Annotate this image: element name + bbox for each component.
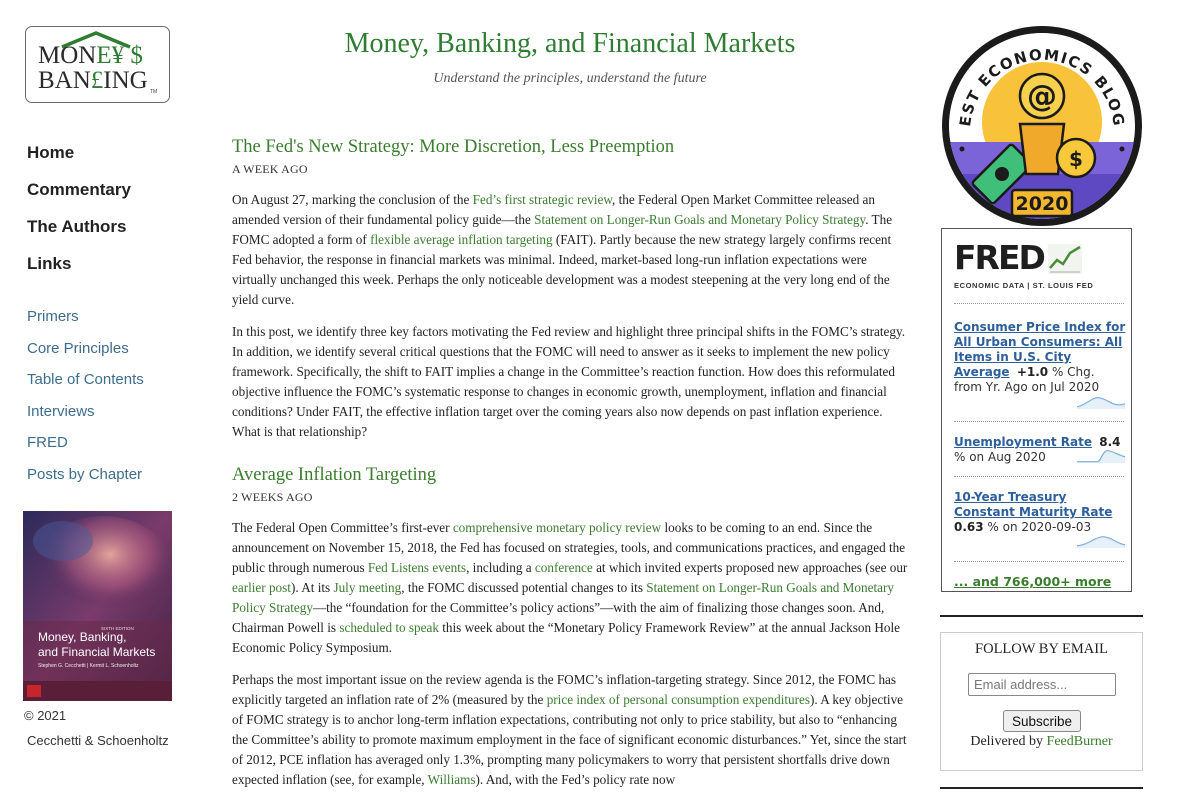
delivered-by	[941, 734, 1142, 750]
post-date: A WEEK AGO	[232, 162, 308, 176]
book-edition: SIXTH EDITION	[101, 626, 134, 631]
fred-series-desc: % Chg. from Yr. Ago on Jul 2020	[954, 365, 1100, 394]
main-nav	[27, 143, 131, 291]
fred-series-value: 0.63	[954, 520, 984, 534]
nav-interviews[interactable]: Interviews	[27, 402, 95, 420]
fred-wordmark: FRED	[954, 238, 1044, 277]
fred-widget	[941, 228, 1132, 592]
book-cover[interactable]	[23, 511, 172, 701]
nav-home[interactable]: Home	[27, 143, 75, 162]
site-logo[interactable]	[25, 26, 170, 103]
sparkline-cpi	[1077, 395, 1127, 409]
fred-series-link[interactable]: Unemployment Rate	[954, 435, 1093, 449]
book-cover-art-icon	[23, 511, 172, 701]
link-williams[interactable]: Williams	[427, 772, 476, 787]
svg-text:TM: TM	[150, 89, 158, 95]
divider	[954, 561, 1124, 562]
fred-series-link[interactable]: Consumer Price Index for All Urban Consumers: All Items in U.S. City Average	[954, 320, 1126, 379]
secondary-nav	[27, 308, 144, 497]
book-authors: Stephen G. Cecchetti | Kermit L. Schoenholtz	[38, 663, 139, 669]
book-title-line2: and Financial Markets	[38, 645, 156, 659]
link-statement-longer-run-goals-2[interactable]: Statement on Longer-Run Goals and Monetary Policy Strategy	[232, 580, 894, 615]
fred-series-treasury	[954, 490, 1126, 535]
divider	[940, 615, 1143, 617]
fred-series-cpi	[954, 320, 1126, 395]
link-statement-longer-run-goals[interactable]: Statement on Longer-Run Goals and Monetary Policy Strategy	[534, 212, 866, 227]
post-paragraph: In this post, we identify three key factors motivating the Fed review and highlight three principal shifts in the FOMC’s strategy. In addition, we identify several critical questions that the FOMC will need to answer as it seeks to implement the new policy framework. Specifically, the shift to FAIT implies a change in the Committee’s reaction function. How does this reformulated objective influence the FOMC’s systematic response to changes in economic growth, unemployment, inflation and financial conditions? Under FAIT, the effective inflation target over the coming years also now depends on past inflation experience. What is that relationship?	[232, 324, 906, 439]
link-monetary-policy-review[interactable]: comprehensive monetary policy review	[452, 520, 662, 535]
nav-table-of-contents[interactable]: Table of Contents	[27, 371, 144, 388]
svg-text:BEST ECONOMICS BLOGS: EST ECONOMICS BLOG	[956, 45, 1129, 129]
fred-subtitle: ECONOMIC DATA | ST. LOUIS FED	[954, 281, 1094, 290]
money-banking-logo-icon	[26, 27, 168, 101]
post-paragraph: The Federal Open Committee’s first-ever comprehensive monetary policy review looks to be coming to an end. Since the announcement on November 15, 2018, the Fed has focused on strategies, tools, and communications practices, and engaged the public through numerous Fed Listens events, including a conference at which invited experts proposed new approaches (see our earlier post). At its July meeting, the FOMC discussed potential changes to its Statement on Longer-Run Goals and Monetary Policy Strategy—the “foundation for the Committee’s policy actions”—with the aim of finalizing those changes soon. And, Chairman Powell is scheduled to speak this week about the “Monetary Policy Framework Review” at the annual Jackson Hole Economic Policy Symposium.	[232, 520, 908, 655]
post-list	[232, 135, 908, 794]
post-date: 2 WEEKS AGO	[232, 490, 313, 504]
link-scheduled-to-speak[interactable]: scheduled to speak	[339, 620, 439, 635]
svg-text:@: @	[1027, 79, 1057, 114]
link-earlier-post[interactable]: earlier post	[232, 580, 291, 595]
nav-commentary[interactable]: Commentary	[27, 180, 131, 199]
divider	[954, 303, 1124, 304]
svg-text:$: $	[1069, 147, 1083, 171]
post-paragraph: Perhaps the most important issue on the review agenda is the FOMC’s inflation-targeting strategy. Since 2012, the FOMC has explicitly targeted an inflation rate of 2% (measured by the price index of personal consumption expenditures). A key objective of FOMC strategy is to anchor long-term inflation expectations, contributing not only to price stability, but also to “enhancing the Committee’s ability to promote maximum employment in the face of significant economic disturbances.” Yet, since the start of 2012, PCE inflation has averaged only 1.3%, prompting many policymakers to worry that persistent shortfalls drive down expected inflation (see, for example, Williams). And, with the Fed’s policy rate now	[232, 672, 907, 787]
delivered-by-label: Delivered by	[970, 734, 1047, 749]
email-field[interactable]	[968, 673, 1116, 696]
fred-chart-icon	[1048, 244, 1082, 274]
nav-posts-by-chapter[interactable]: Posts by Chapter	[27, 465, 143, 483]
nav-fred[interactable]: FRED	[27, 434, 68, 451]
fred-logo[interactable]	[954, 239, 1093, 290]
book-title-line1: Money, Banking,	[38, 630, 127, 644]
post-paragraph: On August 27, marking the conclusion of the Fed’s first strategic review, the Federal Open Market Committee released an amended version of their fundamental policy guide—the Statement on Longer-Run Goals and Monetary Policy Strategy. The FOMC adopted a form of flexible average inflation targeting (FAIT). Partly because the new strategy largely confirms recent Fed behavior, the response in financial markets was minimal. Indeed, market-based long-run inflation expectations were virtually unchanged this week. Perhaps the only noticeable development was a modest steepening at the very long end of the yield curve.	[232, 192, 893, 307]
post-title[interactable]: Average Inflation Targeting	[232, 465, 437, 485]
divider	[954, 476, 1124, 477]
link-pce-index[interactable]: price index of personal consumption expenditures	[546, 692, 810, 707]
fred-series-desc: % on 2020-09-03	[983, 520, 1092, 534]
svg-text:2020: 2020	[1015, 193, 1069, 215]
award-badge-icon	[940, 24, 1144, 228]
fred-series-link[interactable]: 10-Year Treasury Constant Maturity Rate	[954, 490, 1113, 519]
site-title[interactable]: Money, Banking, and Financial Markets	[344, 28, 796, 59]
fred-more-link[interactable]: ... and 766,000+ more	[954, 574, 1112, 589]
sparkline-unemployment	[1077, 449, 1127, 463]
link-fed-listens[interactable]: Fed Listens events	[367, 560, 467, 575]
fred-series-value: 8.4	[1099, 435, 1121, 449]
svg-text:MONE¥ $: MONE¥ $	[38, 42, 143, 69]
nav-core-principles[interactable]: Core Principles	[27, 339, 129, 357]
site-tagline: Understand the principles, understand the future	[433, 71, 707, 86]
divider	[940, 787, 1143, 789]
follow-title: FOLLOW BY EMAIL	[975, 641, 1108, 657]
link-flexible-ait[interactable]: flexible average inflation targeting	[370, 232, 553, 247]
link-conference[interactable]: conference	[534, 560, 593, 575]
copyright: © 2021	[24, 708, 67, 723]
subscribe-button[interactable]: Subscribe	[1003, 710, 1081, 732]
post-2	[232, 463, 908, 790]
follow-by-email	[940, 632, 1143, 771]
post-title[interactable]: The Fed's New Strategy: More Discretion, Less Preemption	[232, 137, 675, 157]
nav-primers[interactable]: Primers	[27, 308, 79, 325]
fred-series-desc: % on Aug 2020	[954, 450, 1046, 464]
post-1	[232, 135, 908, 442]
link-july-meeting[interactable]: July meeting	[333, 580, 402, 595]
divider	[954, 421, 1124, 422]
link-fed-strategic-review[interactable]: Fed’s first strategic review	[472, 192, 613, 207]
footer-authors: Cecchetti & Schoenholtz	[27, 733, 169, 748]
sparkline-treasury	[1077, 534, 1127, 548]
svg-text:BAN£ING: BAN£ING	[38, 67, 148, 94]
nav-links[interactable]: Links	[27, 254, 72, 273]
nav-the-authors[interactable]: The Authors	[27, 217, 127, 236]
feedburner-link[interactable]: FeedBurner	[1046, 734, 1113, 749]
best-economics-blogs-badge[interactable]	[940, 24, 1144, 228]
fred-series-value: +1.0	[1016, 365, 1049, 379]
